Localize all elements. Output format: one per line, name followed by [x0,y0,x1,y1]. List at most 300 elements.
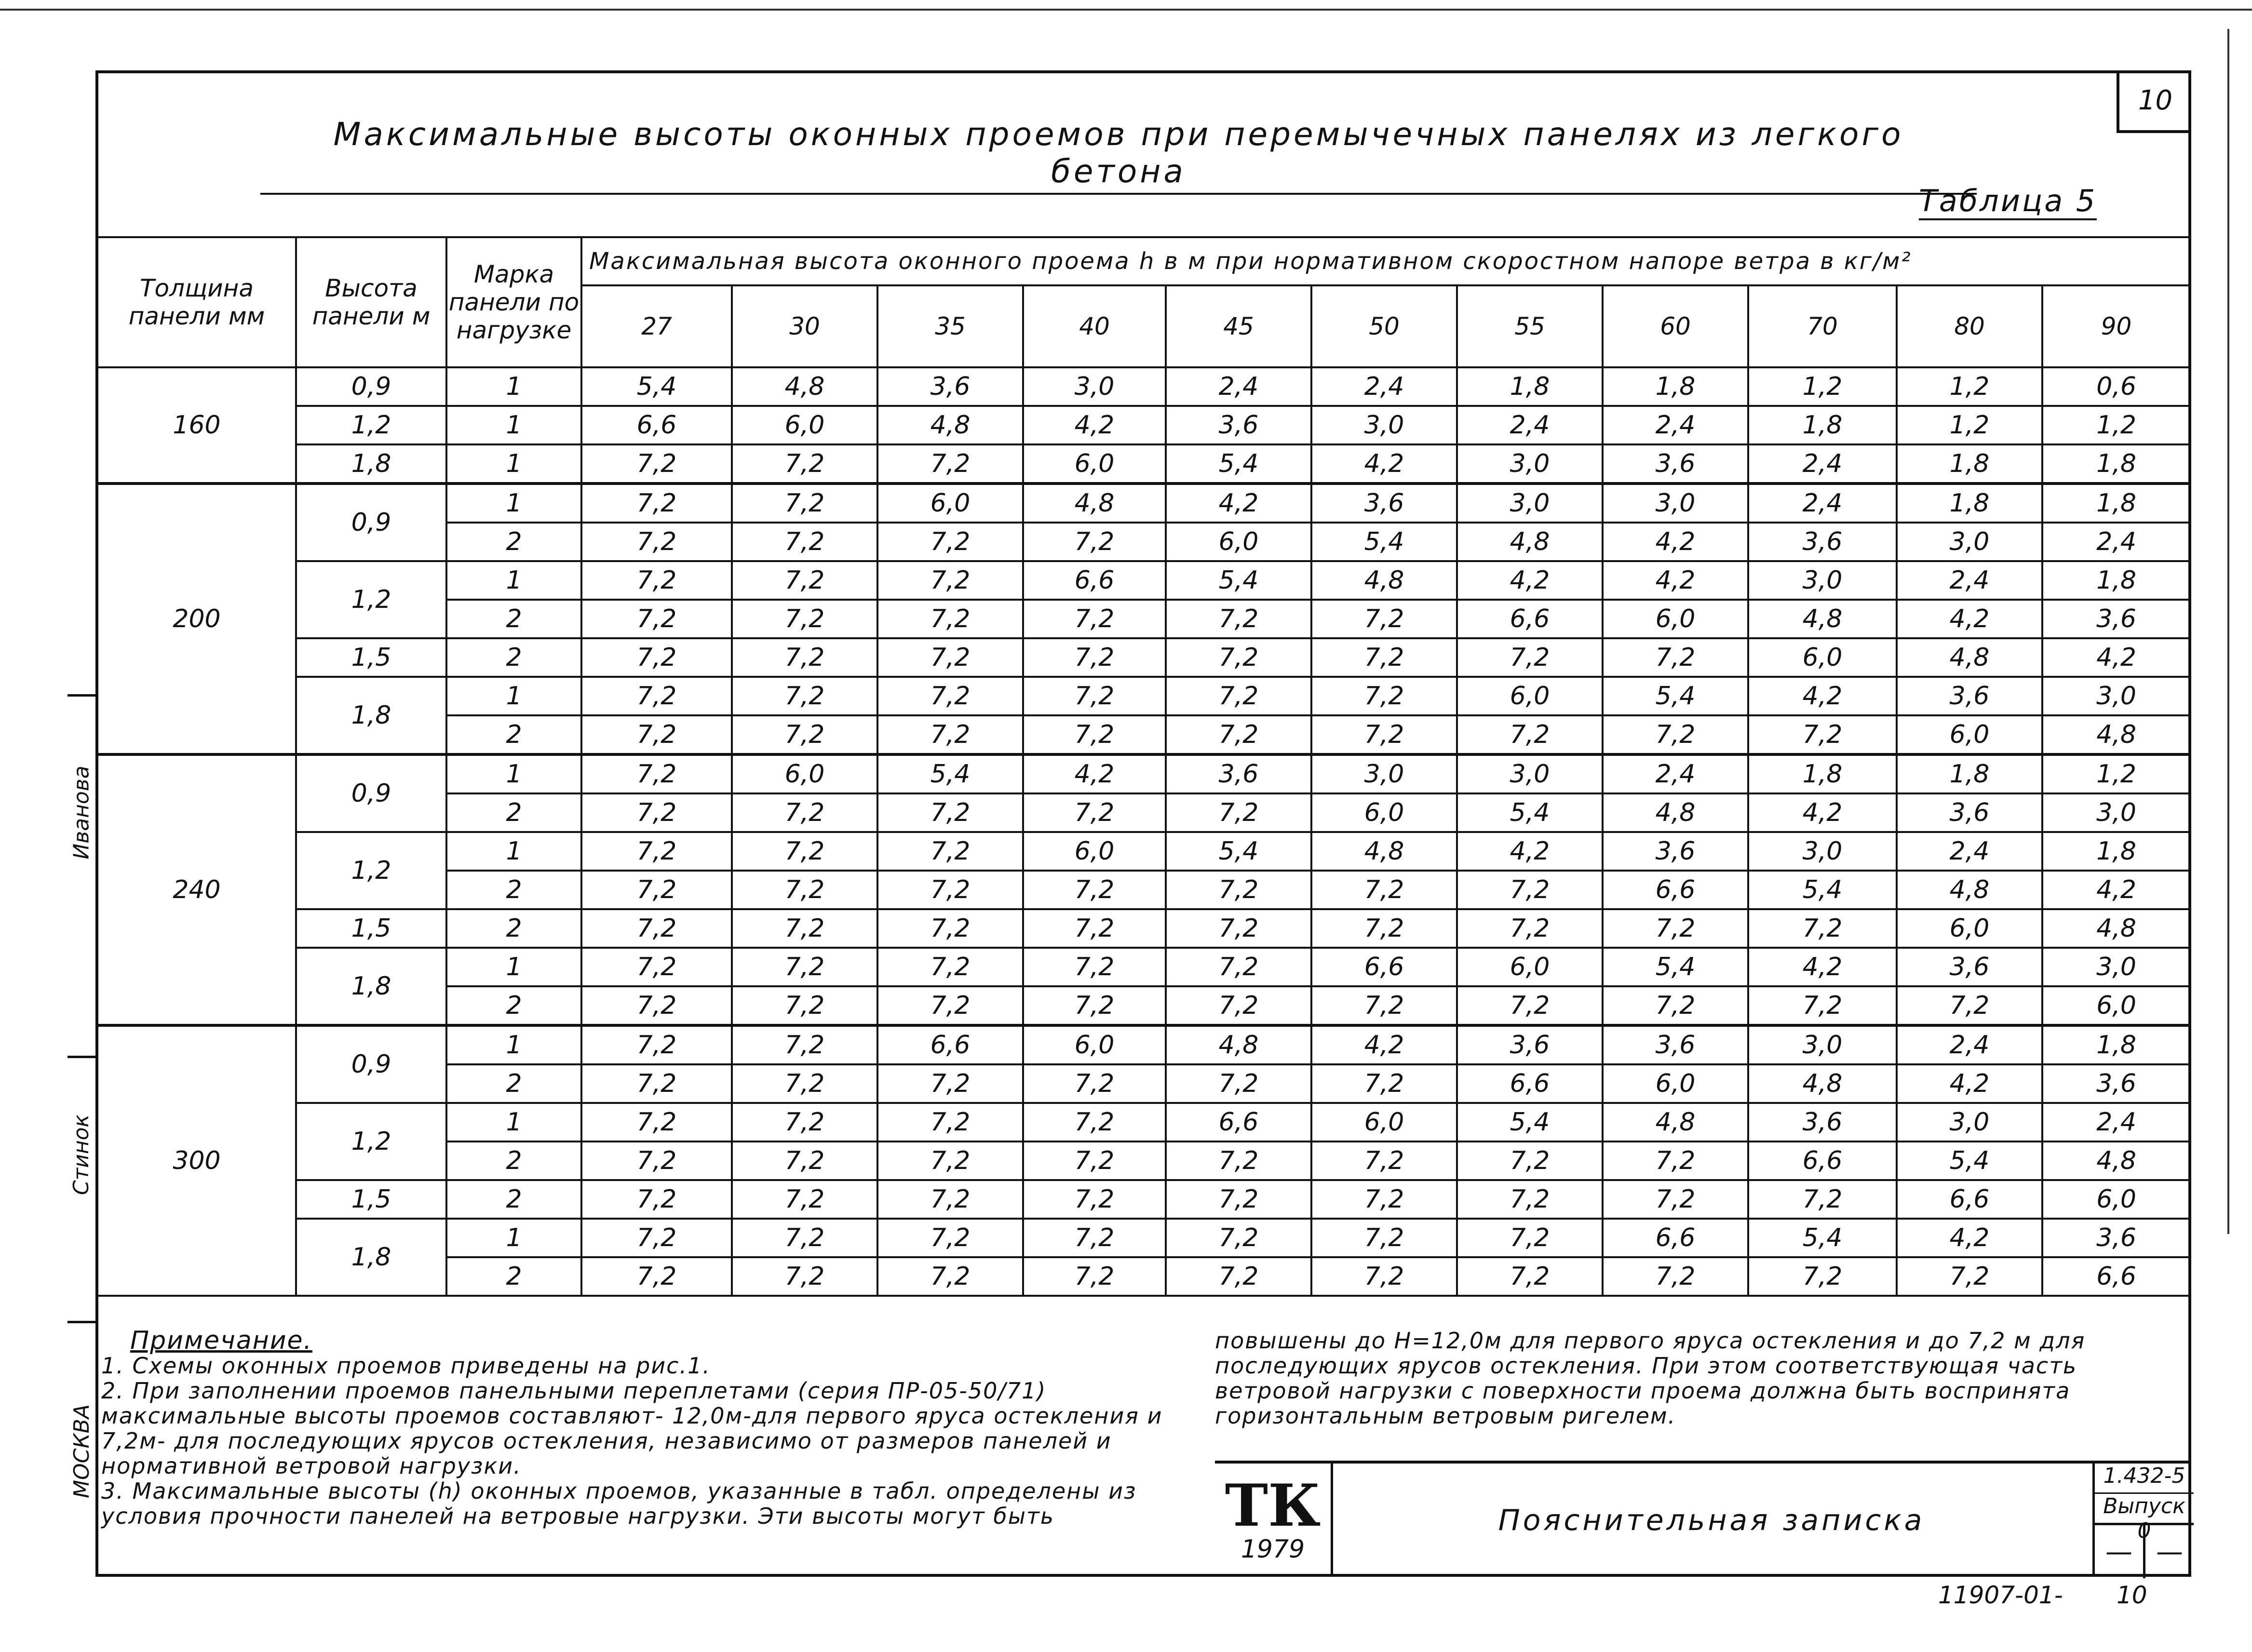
cell-value: 2,4 [1897,1025,2042,1064]
cell-value: 1,2 [2042,406,2190,444]
cell-value: 7,2 [1311,1180,1457,1219]
cell-value: 6,0 [732,406,877,444]
cell-value: 7,2 [1457,715,1603,754]
cell-value: 7,2 [877,1219,1023,1257]
cell-value: 6,6 [1023,561,1166,600]
cell-value: 4,2 [1023,754,1166,793]
cell-value: 7,2 [1311,1142,1457,1180]
cell-value: 2,4 [1603,406,1748,444]
header-pressure-30: 30 [732,285,877,367]
cell-value: 7,2 [732,561,877,600]
title-block-logo [1215,1464,1333,1577]
document-name: Пояснительная записка [1498,1503,1925,1537]
cell-value: 4,8 [732,367,877,406]
cell-value: 3,6 [1603,444,1748,484]
cell-value: 3,6 [1603,832,1748,871]
cell-value: 6,0 [1457,948,1603,986]
cell-value: 3,0 [1748,832,1897,871]
cell-value: 7,2 [1311,1257,1457,1296]
cell-value: 6,0 [1023,832,1166,871]
header-panel-mark: Марка панели по нагрузке [446,237,581,367]
cell-value: 7,2 [1311,1219,1457,1257]
cell-value: 6,0 [877,484,1023,523]
cell-panel-mark: 1 [446,1025,581,1064]
cell-value: 4,8 [1166,1025,1311,1064]
table-row [97,638,2190,677]
cell-panel-height: 1,8 [296,1219,446,1296]
cell-panel-mark: 1 [446,406,581,444]
cell-panel-mark: 2 [446,600,581,638]
cell-panel-height: 1,5 [296,638,446,677]
cell-panel-height: 0,9 [296,367,446,406]
cell-value: 7,2 [581,793,732,832]
cell-value: 7,2 [732,523,877,561]
cell-value: 7,2 [732,832,877,871]
cell-value: 6,6 [1603,871,1748,909]
cell-value: 7,2 [581,638,732,677]
cell-value: 6,6 [1603,1219,1748,1257]
cell-value: 7,2 [732,1142,877,1180]
cell-value: 7,2 [877,600,1023,638]
table-label: Таблица 5 [1919,183,2097,220]
cell-value: 5,4 [1897,1142,2042,1180]
cell-value: 4,8 [2042,909,2190,948]
cell-value: 7,2 [1311,871,1457,909]
cell-value: 5,4 [1748,1219,1897,1257]
cell-value: 7,2 [877,561,1023,600]
cell-value: 7,2 [877,677,1023,715]
cell-value: 7,2 [1166,871,1311,909]
cell-value: 2,4 [1897,561,2042,600]
table-row [97,1103,2190,1142]
cell-value: 3,0 [1457,484,1603,523]
cell-value: 7,2 [1457,1142,1603,1180]
cell-value: 1,8 [1748,406,1897,444]
cell-value: 7,2 [581,444,732,484]
cell-panel-mark: 1 [446,832,581,871]
cell-value: 7,2 [581,1064,732,1103]
cell-value: 7,2 [732,986,877,1025]
top-border-line [0,9,2252,11]
cell-value: 3,0 [1897,523,2042,561]
cell-value: 7,2 [1457,638,1603,677]
cell-value: 7,2 [877,715,1023,754]
cell-value: 3,6 [2042,1219,2190,1257]
cell-value: 3,0 [2042,793,2190,832]
cell-panel-mark: 1 [446,484,581,523]
cell-value: 7,2 [1166,793,1311,832]
cell-value: 7,2 [877,1064,1023,1103]
cell-panel-height: 1,2 [296,406,446,444]
table-row [97,444,2190,484]
cell-panel-height: 1,8 [296,948,446,1025]
cell-value: 7,2 [1166,1142,1311,1180]
cell-value: 7,2 [877,832,1023,871]
cell-thickness: 200 [97,484,296,754]
cell-value: 7,2 [1603,986,1748,1025]
cell-value: 4,8 [1311,561,1457,600]
cell-value: 7,2 [1023,1219,1166,1257]
cell-value: 7,2 [1603,1180,1748,1219]
cell-value: 7,2 [732,948,877,986]
cell-value: 4,8 [2042,1142,2190,1180]
cell-value: 7,2 [581,832,732,871]
cell-value: 3,0 [1311,406,1457,444]
cell-value: 7,2 [732,909,877,948]
cell-value: 7,2 [1023,677,1166,715]
cell-value: 7,2 [1023,1142,1166,1180]
header-pressure-27: 27 [581,285,732,367]
cell-value: 4,8 [1603,1103,1748,1142]
table-row [97,754,2190,793]
cell-value: 1,8 [1748,754,1897,793]
cell-panel-mark: 1 [446,561,581,600]
table-body [97,367,2190,1296]
cell-value: 5,4 [1166,444,1311,484]
cell-value: 5,4 [1748,871,1897,909]
tk-logo: ТК [1225,1471,1321,1540]
page-title: Максимальные высоты оконных проемов при перемычечных панелях из легкого бетона [260,116,1977,195]
cell-value: 6,6 [1897,1180,2042,1219]
cell-value: 1,8 [2042,444,2190,484]
cell-value: 7,2 [732,1025,877,1064]
cell-value: 5,4 [581,367,732,406]
cell-value: 6,6 [581,406,732,444]
cell-value: 4,2 [2042,871,2190,909]
cell-value: 3,6 [1457,1025,1603,1064]
cell-value: 7,2 [581,561,732,600]
cell-value: 5,4 [1457,793,1603,832]
cell-value: 6,6 [1457,1064,1603,1103]
cell-value: 7,2 [1457,871,1603,909]
header-pressure-55: 55 [1457,285,1603,367]
cell-panel-mark: 1 [446,1103,581,1142]
cell-value: 1,8 [1897,444,2042,484]
title-block-code [2092,1464,2194,1577]
cell-value: 7,2 [1166,909,1311,948]
cell-value: 4,2 [1603,561,1748,600]
cell-value: 3,6 [2042,600,2190,638]
cell-value: 7,2 [1166,677,1311,715]
cell-panel-mark: 2 [446,1180,581,1219]
side-stamp-strip [67,694,98,1576]
cell-value: 3,0 [1748,561,1897,600]
cell-value: 1,2 [1897,406,2042,444]
table-row [97,909,2190,948]
cell-value: 4,8 [1897,871,2042,909]
cell-value: 7,2 [581,600,732,638]
cell-value: 5,4 [1166,832,1311,871]
cell-panel-mark: 2 [446,1064,581,1103]
cell-value: 6,0 [1603,600,1748,638]
cell-panel-mark: 2 [446,523,581,561]
cell-value: 3,0 [1311,754,1457,793]
cell-value: 6,6 [1748,1142,1897,1180]
cell-value: 7,2 [732,1064,877,1103]
cell-value: 3,6 [877,367,1023,406]
heights-table [96,236,2191,1297]
header-pressure-80: 80 [1897,285,2042,367]
strip-sign-ivanova [67,694,95,928]
cell-value: 7,2 [877,793,1023,832]
cell-value: 7,2 [732,600,877,638]
cell-value: 7,2 [1023,793,1166,832]
cell-value: 7,2 [877,444,1023,484]
sheet-number: 10 [2117,70,2191,133]
cell-value: 7,2 [1748,909,1897,948]
cell-value: 7,2 [1457,909,1603,948]
cell-value: 1,8 [1897,754,2042,793]
cell-panel-mark: 2 [446,793,581,832]
cell-value: 7,2 [581,1025,732,1064]
cell-panel-mark: 2 [446,871,581,909]
cell-value: 7,2 [1457,986,1603,1025]
cell-value: 7,2 [1023,715,1166,754]
cell-value: 3,6 [1748,523,1897,561]
cell-panel-height: 1,2 [296,1103,446,1180]
title-block-cells [2095,1525,2194,1578]
table-row [97,561,2190,600]
cell-value: 7,2 [1166,638,1311,677]
cell-value: 0,6 [2042,367,2190,406]
cell-value: 7,2 [732,715,877,754]
cell-value: 7,2 [1603,1257,1748,1296]
cell-value: 5,4 [1603,677,1748,715]
cell-value: 6,0 [1166,523,1311,561]
cell-value: 3,0 [1457,754,1603,793]
cell-value: 7,2 [581,1103,732,1142]
cell-thickness: 160 [97,367,296,484]
cell-value: 7,2 [1603,909,1748,948]
title-block-year: 1979 [1241,1534,1305,1564]
cell-panel-height: 1,8 [296,444,446,484]
cell-thickness: 300 [97,1025,296,1296]
cell-value: 1,2 [1748,367,1897,406]
cell-value: 3,0 [1603,484,1748,523]
cell-panel-height: 1,5 [296,909,446,948]
issue-label: Выпуск 0 [2095,1494,2194,1525]
cell-value: 6,0 [1311,1103,1457,1142]
cell-value: 7,2 [877,871,1023,909]
cell-value: 3,6 [1311,484,1457,523]
cell-value: 6,6 [2042,1257,2190,1296]
cell-value: 3,0 [1897,1103,2042,1142]
cell-value: 7,2 [1023,600,1166,638]
cell-value: 5,4 [877,754,1023,793]
cell-value: 7,2 [732,677,877,715]
cell-value: 2,4 [1457,406,1603,444]
cell-value: 4,2 [1748,677,1897,715]
cell-value: 7,2 [1748,1180,1897,1219]
cell-value: 4,2 [1897,600,2042,638]
cell-value: 2,4 [1311,367,1457,406]
cell-value: 7,2 [877,1257,1023,1296]
cell-value: 3,6 [1897,948,2042,986]
table-row [97,1025,2190,1064]
cell-value: 3,6 [1603,1025,1748,1064]
table-row [97,484,2190,523]
cell-panel-height: 0,9 [296,1025,446,1103]
cell-value: 6,6 [1166,1103,1311,1142]
cell-value: 7,2 [1311,909,1457,948]
cell-value: 4,2 [1897,1064,2042,1103]
cell-value: 3,6 [1166,754,1311,793]
cell-value: 5,4 [1457,1103,1603,1142]
cell-b: — [2156,1536,2183,1568]
cell-value: 4,2 [1311,1025,1457,1064]
cell-value: 7,2 [732,1257,877,1296]
cell-value: 4,2 [1457,561,1603,600]
cell-value: 7,2 [1603,715,1748,754]
cell-value: 1,2 [2042,754,2190,793]
header-pressure-40: 40 [1023,285,1166,367]
table-row [97,677,2190,715]
cell-value: 7,2 [877,986,1023,1025]
cell-value: 4,2 [1748,948,1897,986]
note-3: 3. Максимальные высоты (h) оконных проемов, указанные в табл. определены из условия прочности панелей на ветровые нагрузки. Эти высоты могут быть [101,1478,1137,1529]
cell-value: 7,2 [581,523,732,561]
cell-panel-mark: 1 [446,948,581,986]
cell-value: 7,2 [581,484,732,523]
cell-value: 1,8 [2042,484,2190,523]
table-row [97,1219,2190,1257]
cell-value: 7,2 [732,1103,877,1142]
cell-value: 6,0 [1023,444,1166,484]
cell-panel-height: 0,9 [296,754,446,832]
cell-value: 4,2 [1603,523,1748,561]
cell-value: 6,6 [877,1025,1023,1064]
cell-value: 5,4 [1311,523,1457,561]
cell-value: 4,8 [1897,638,2042,677]
cell-value: 7,2 [877,638,1023,677]
cell-value: 3,0 [1748,1025,1897,1064]
cell-value: 7,2 [1023,1103,1166,1142]
cell-panel-height: 1,5 [296,1180,446,1219]
cell-value: 6,0 [1603,1064,1748,1103]
cell-value: 4,2 [1166,484,1311,523]
cell-value: 4,8 [877,406,1023,444]
cell-value: 7,2 [877,1180,1023,1219]
cell-value: 1,2 [1897,367,2042,406]
cell-panel-mark: 1 [446,444,581,484]
cell-value: 3,6 [1748,1103,1897,1142]
cell-value: 7,2 [1023,1064,1166,1103]
cell-value: 6,0 [1897,909,2042,948]
cell-panel-mark: 1 [446,677,581,715]
cell-value: 7,2 [1166,1257,1311,1296]
table-row [97,1180,2190,1219]
cell-value: 6,0 [1311,793,1457,832]
cell-value: 7,2 [1023,1257,1166,1296]
table-row [97,406,2190,444]
cell-panel-mark: 2 [446,638,581,677]
cell-value: 1,8 [2042,1025,2190,1064]
cell-value: 7,2 [1603,638,1748,677]
cell-value: 1,8 [2042,832,2190,871]
cell-value: 7,2 [581,1257,732,1296]
cell-panel-mark: 2 [446,909,581,948]
cell-value: 2,4 [1603,754,1748,793]
cell-value: 4,8 [1023,484,1166,523]
cell-panel-mark: 2 [446,1257,581,1296]
cell-value: 7,2 [1457,1257,1603,1296]
cell-value: 7,2 [1748,986,1897,1025]
cell-value: 1,8 [1603,367,1748,406]
header-pressure-35: 35 [877,285,1023,367]
cell-panel-mark: 1 [446,367,581,406]
header-pressure-60: 60 [1603,285,1748,367]
cell-value: 7,2 [581,1142,732,1180]
header-group: Максимальная высота оконного проема h в м при нормативном скоростном напоре ветра в кг/м² [581,237,2190,285]
cell-value: 4,8 [1748,600,1897,638]
strip-city [67,1321,95,1579]
title-block [1215,1461,2191,1580]
cell-value: 7,2 [1311,600,1457,638]
cell-value: 7,2 [732,444,877,484]
cell-value: 2,4 [1748,484,1897,523]
footer-page: 10 [2117,1581,2147,1609]
cell-value: 7,2 [1023,986,1166,1025]
cell-value: 7,2 [732,1180,877,1219]
cell-value: 7,2 [877,1103,1023,1142]
cell-value: 7,2 [877,948,1023,986]
notes-heading: Примечание. [130,1326,313,1355]
cell-a: — [2095,1525,2145,1578]
cell-value: 2,4 [1166,367,1311,406]
note-1: 1. Схемы оконных проемов приведены на рис.1. [101,1353,711,1379]
cell-value: 7,2 [581,871,732,909]
cell-value: 7,2 [877,1142,1023,1180]
cell-value: 7,2 [1166,1064,1311,1103]
header-pressure-90: 90 [2042,285,2190,367]
cell-value: 3,0 [2042,677,2190,715]
city-label: МОСКВА [69,1404,94,1498]
cell-value: 7,2 [732,638,877,677]
sign-ivanova: Иванова [69,765,94,860]
cell-value: 7,2 [877,523,1023,561]
sign-stinok: Стинок [69,1114,94,1195]
cell-value: 5,4 [1166,561,1311,600]
cell-value: 6,0 [1457,677,1603,715]
cell-value: 5,4 [1603,948,1748,986]
cell-value: 7,2 [1023,909,1166,948]
header-pressure-45: 45 [1166,285,1311,367]
cell-value: 6,0 [2042,1180,2190,1219]
cell-value: 7,2 [581,1219,732,1257]
cell-value: 7,2 [1023,871,1166,909]
cell-panel-height: 1,2 [296,561,446,638]
table-row [97,367,2190,406]
cell-value: 7,2 [732,793,877,832]
cell-value: 7,2 [581,1180,732,1219]
cell-value: 7,2 [1166,986,1311,1025]
cell-value: 7,2 [732,871,877,909]
cell-panel-mark: 1 [446,754,581,793]
cell-value: 3,6 [1897,677,2042,715]
table-header [97,237,2190,367]
header-pressure-50: 50 [1311,285,1457,367]
cell-value: 7,2 [1023,1180,1166,1219]
cell-value: 3,6 [1166,406,1311,444]
cell-value: 2,4 [1748,444,1897,484]
cell-value: 4,8 [1457,523,1603,561]
cell-panel-mark: 1 [446,1219,581,1257]
cell-value: 7,2 [1166,1219,1311,1257]
cell-value: 4,8 [1748,1064,1897,1103]
header-pressure-70: 70 [1748,285,1897,367]
header-thickness: Толщина панели мм [97,237,296,367]
cell-value: 7,2 [1311,638,1457,677]
